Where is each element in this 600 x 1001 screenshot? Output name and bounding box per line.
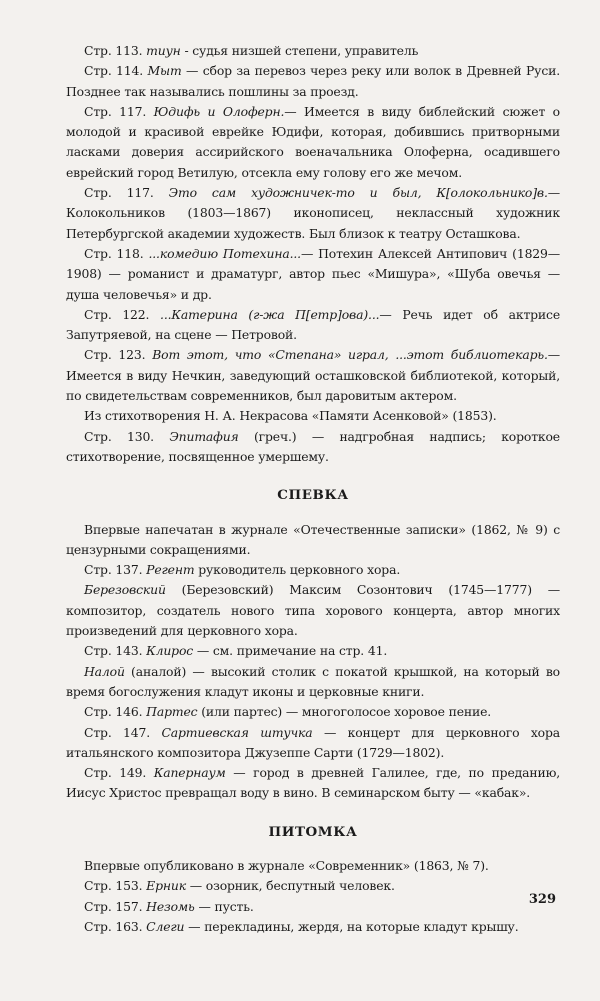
note-paragraph: Стр. 118. ...комедию Потехина...— Потехин Алексей Антипович (1829—1908) — романист и драматург, автор пьес «Мишура», «Шуба овечья — душа человечья» и др. [66, 245, 561, 302]
note-paragraph: Из стихотворения Н. А. Некрасова «Памяти Асенковой» (1853). [84, 408, 497, 424]
note-paragraph: Стр. 113. тиун - судья низшей степени, управитель [84, 43, 419, 58]
note-paragraph: Стр. 117. Это сам художничек-то и был, К[олокольнико]в.— Колокольников (1803—1867) иконописец, неклассный художник Петербургской академии художеств. Был близок к театру Осташкова. [66, 185, 560, 241]
note-paragraph: Стр. 137. Регент руководитель церковного хора. [84, 562, 401, 578]
note-paragraph: Стр. 117. Юдифь и Олоферн.— Имеется в виду библейский сюжет о молодой и красивой еврейке Юдифи, которая, добившись притворными ласками доверия ассирийского военачальника Олоферна, осадившего еврейский город Ветилую, отсекла ему голову его же мечом. [66, 103, 560, 180]
section-heading-spevka: СПЕВКА [277, 487, 349, 504]
note-paragraph: Стр. 149. Капернаум — город в древней Галилее, где, по преданию, Иисус Христос превращал воду в вино. В семинарском быту — «кабак». [66, 765, 561, 801]
note-paragraph: Налой (аналой) — высокий столик с покатой крышкой, на который во время богослужения кладут иконы и церковные книги. [66, 663, 560, 699]
note-paragraph: Стр. 123. Вот этот, что «Степана» играл, ...этот библиотекарь.— Имеется в виду Нечкин, заведующий осташковской библиотекой, который, по свидетельствам современников, был даровитым актером. [66, 347, 561, 404]
notes-body [66, 41, 560, 937]
note-paragraph: Стр. 130. Эпитафия (греч.) — надгробная надпись; короткое стихотворение, посвященное умершему. [66, 428, 560, 464]
note-paragraph: Стр. 122. ...Катерина (г-жа П[етр]ова)...— Речь идет об актрисе Запутряевой, на сцене — Петровой. [66, 306, 561, 343]
note-paragraph: Стр. 143. Клирос — см. примечание на стр. 41. [84, 643, 388, 659]
note-paragraph: Впервые опубликовано в журнале «Современник» (1863, № 7). [84, 857, 489, 873]
note-paragraph: Стр. 163. Слеги — перекладины, жердя, на которые кладут крышу. [84, 918, 519, 934]
note-paragraph: Стр. 157. Незомь — пусть. [84, 898, 254, 914]
note-paragraph: Стр. 114. Мыт — сбор за перевоз через реку или волок в Древней Руси. Позднее так назывались пошлины за проезд. [66, 63, 561, 99]
note-paragraph: Стр. 147. Сартиевская штучка — концерт для церковного хора итальянского композитора Джузеппе Сарти (1729—1802). [66, 724, 560, 760]
note-paragraph: Березовский (Березовский) Максим Созонтович (1745—1777) — композитор, создатель нового типа хорового концерта, автор многих произведений для церковного хора. [66, 582, 560, 639]
section-heading-pitomka: ПИТОМКА [268, 823, 358, 840]
note-paragraph: Впервые напечатан в журнале «Отечественные записки» (1862, № 9) с цензурными сокращениями. [66, 521, 560, 557]
page-number: 329 [528, 892, 556, 907]
note-paragraph: Стр. 146. Партес (или партес) — многоголосое хоровое пение. [84, 704, 492, 720]
note-paragraph: Стр. 153. Ерник — озорник, беспутный человек. [84, 878, 395, 894]
